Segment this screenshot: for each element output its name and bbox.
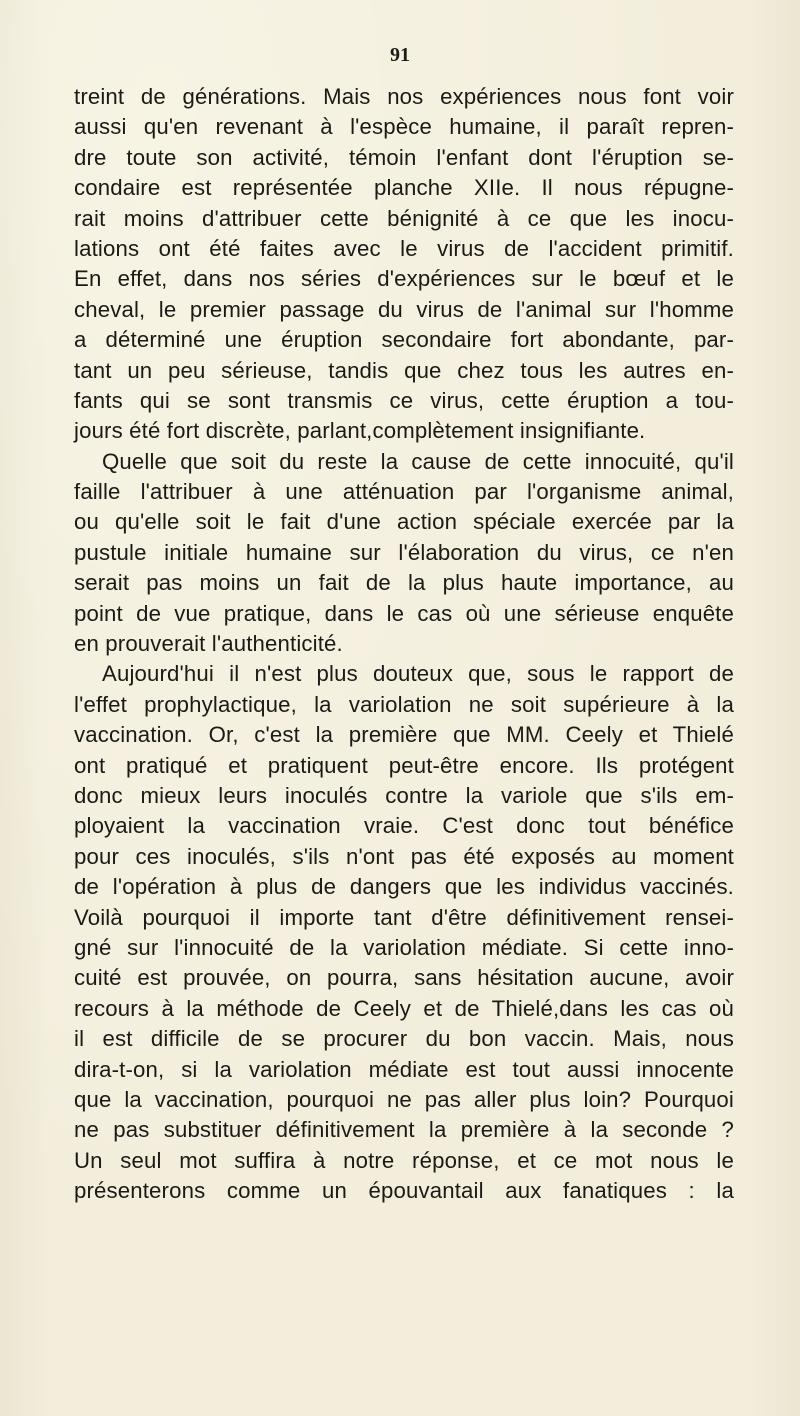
- body-text: [74, 82, 734, 1206]
- text-line: en prouverait l'authenticité.: [74, 631, 343, 657]
- text-line: lations ont été faites avec le virus de l'accident primitif.: [74, 235, 734, 261]
- text-line: cheval, le premier passage du virus de l'animal sur l'homme: [74, 296, 734, 322]
- text-line: rait moins d'attribuer cette bénignité à ce que les inocu-: [74, 205, 734, 231]
- text-line: Un seul mot suffira à notre réponse, et ce mot nous le: [74, 1147, 734, 1173]
- text-line: a déterminé une éruption secondaire fort abondante, par-: [74, 327, 734, 353]
- text-line: ne pas substituer définitivement la première à la seconde ?: [74, 1117, 734, 1143]
- text-line: serait pas moins un fait de la plus haute importance, au: [74, 570, 734, 596]
- text-line: faille l'attribuer à une atténuation par l'organisme animal,: [74, 479, 734, 505]
- text-line: cuité est prouvée, on pourra, sans hésitation aucune, avoir: [74, 965, 734, 991]
- text-line: ont pratiqué et pratiquent peut-être encore. Ils protégent: [74, 752, 734, 778]
- text-line: treint de générations. Mais nos expériences nous font voir: [74, 84, 734, 109]
- text-line: pour ces inoculés, s'ils n'ont pas été exposés au moment: [74, 843, 734, 869]
- text-line: fants qui se sont transmis ce virus, cette éruption a tou-: [74, 387, 734, 413]
- text-line: que la vaccination, pourquoi ne pas aller plus loin? Pourquoi: [74, 1086, 734, 1112]
- text-line: ployaient la vaccination vraie. C'est donc tout bénéfice: [74, 813, 734, 839]
- text-line: jours été fort discrète, parlant,complètement insignifiante.: [74, 418, 646, 444]
- text-line: recours à la méthode de Ceely et de Thielé,dans les cas où: [74, 995, 734, 1021]
- text-line: dira-t-on, si la variolation médiate est tout aussi innocente: [74, 1056, 734, 1082]
- text-line: pustule initiale humaine sur l'élaboration du virus, ce n'en: [74, 539, 734, 565]
- text-line: l'effet prophylactique, la variolation ne soit supérieure à la: [74, 691, 734, 717]
- text-line: dre toute son activité, témoin l'enfant dont l'éruption se-: [74, 144, 734, 170]
- text-line: Quelle que soit du reste la cause de cette innocuité, qu'il: [102, 448, 734, 474]
- text-line: Aujourd'hui il n'est plus douteux que, sous le rapport de: [102, 661, 734, 687]
- text-line: vaccination. Or, c'est la première que MM. Ceely et Thielé: [74, 722, 734, 748]
- text-line: de l'opération à plus de dangers que les individus vaccinés.: [74, 874, 734, 900]
- text-line: point de vue pratique, dans le cas où une sérieuse enquête: [74, 600, 734, 626]
- text-line: tant un peu sérieuse, tandis que chez tous les autres en-: [74, 357, 734, 383]
- text-line: Voilà pourquoi il importe tant d'être définitivement rensei-: [74, 904, 734, 930]
- text-line: donc mieux leurs inoculés contre la variole que s'ils em-: [74, 782, 734, 808]
- text-line: En effet, dans nos séries d'expériences sur le bœuf et le: [74, 266, 734, 292]
- text-line: ou qu'elle soit le fait d'une action spéciale exercée par la: [74, 509, 734, 535]
- text-line: gné sur l'innocuité de la variolation médiate. Si cette inno-: [74, 934, 734, 960]
- page-number: 91: [390, 44, 410, 66]
- text-line: condaire est représentée planche XIIe. Il nous répugne-: [74, 175, 734, 201]
- text-line: il est difficile de se procurer du bon vaccin. Mais, nous: [74, 1026, 734, 1052]
- text-line: présenterons comme un épouvantail aux fanatiques : la: [74, 1178, 734, 1204]
- text-line: aussi qu'en revenant à l'espèce humaine, il paraît repren-: [74, 114, 734, 140]
